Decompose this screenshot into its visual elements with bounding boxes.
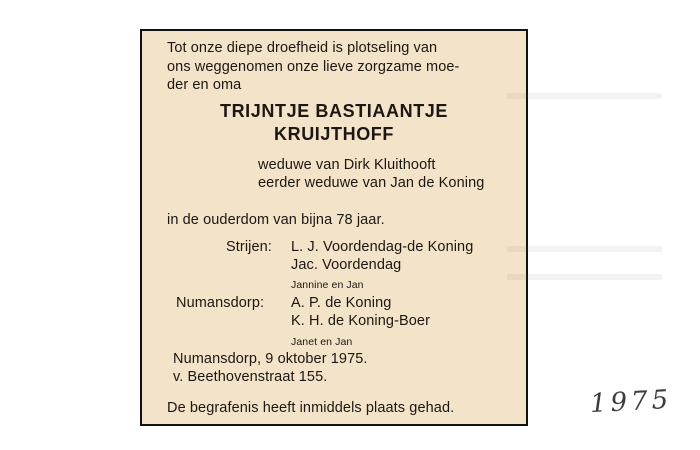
family-place-strijen: Strijen: xyxy=(226,239,272,255)
obituary-clipping xyxy=(140,29,528,426)
intro-line-3: der en oma xyxy=(167,77,242,93)
show-through-mark xyxy=(507,246,662,252)
grandchildren-line: Janet en Jan xyxy=(291,336,353,348)
address-line: v. Beethovenstraat 155. xyxy=(173,369,328,385)
family-member: K. H. de Koning-Boer xyxy=(291,313,431,329)
widow-line-2: eerder weduwe van Jan de Koning xyxy=(258,175,485,191)
family-place-numansdorp: Numansdorp: xyxy=(176,295,265,311)
deceased-name-line-2: KRUIJTHOFF xyxy=(274,124,394,144)
funeral-notice-line: De begrafenis heeft inmiddels plaats gehad. xyxy=(167,400,455,416)
show-through-mark xyxy=(507,274,662,280)
family-member: L. J. Voordendag-de Koning xyxy=(291,239,474,255)
family-member: A. P. de Koning xyxy=(291,295,392,311)
intro-line-2: ons weggenomen onze lieve zorgzame moe- xyxy=(167,59,460,75)
age-line: in de ouderdom van bijna 78 jaar. xyxy=(167,212,385,228)
show-through-mark xyxy=(507,93,662,99)
place-date-line: Numansdorp, 9 oktober 1975. xyxy=(173,351,368,367)
family-member: Jac. Voordendag xyxy=(291,257,402,273)
handwritten-year-annotation: 1975 xyxy=(589,384,673,420)
intro-line-1: Tot onze diepe droefheid is plotseling van xyxy=(167,40,438,56)
widow-line-1: weduwe van Dirk Kluithooft xyxy=(258,157,436,173)
deceased-name-line-1: TRIJNTJE BASTIAANTJE xyxy=(219,101,449,121)
grandchildren-line: Jannine en Jan xyxy=(291,279,364,291)
